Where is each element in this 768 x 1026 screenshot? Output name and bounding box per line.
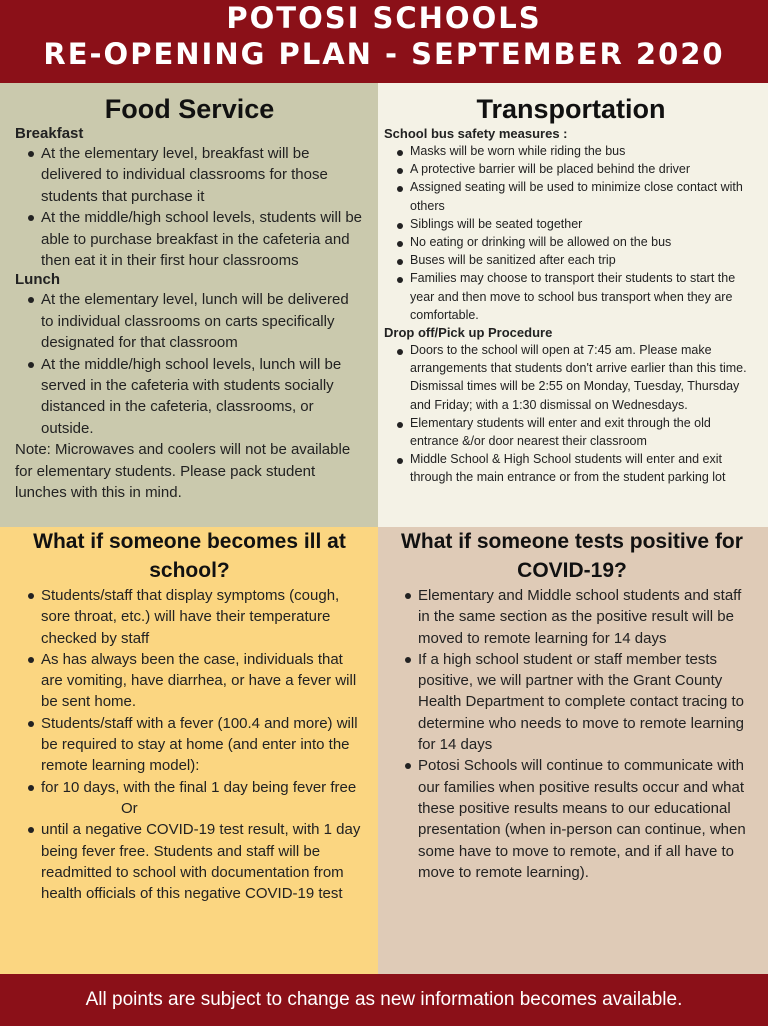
list-item: Elementary students will enter and exit through the old entrance &/or door nearest their classroom (384, 414, 758, 450)
list-item: Students/staff that display symptoms (cough, sore throat, etc.) will have their temperature checked by staff (15, 585, 364, 649)
bus-safety-heading: School bus safety measures : (384, 126, 568, 141)
list-item: At the middle/high school levels, students will be able to purchase breakfast in the cafeteria and then eat it in their first hour classrooms (15, 207, 364, 271)
list-item: At the elementary level, lunch will be delivered to individual classrooms on carts specifically designated for that classroom (15, 289, 364, 353)
ill-at-school-title: What if someone becomes ill at school? (33, 530, 346, 582)
lunch-list (15, 289, 364, 439)
tests-positive-section (378, 527, 768, 974)
positive-list (392, 585, 752, 883)
tests-positive-title: What if someone tests positive for COVID-19? (401, 530, 743, 582)
list-item: Siblings will be seated together (384, 215, 758, 233)
lunch-heading: Lunch (15, 271, 60, 289)
list-item: Students/staff with a fever (100.4 and more) will be required to stay at home (and enter into the remote learning model): (15, 713, 364, 777)
dropoff-list (384, 341, 758, 487)
list-item: If a high school student or staff member tests positive, we will partner with the Grant County Health Department to complete contact tracing to determine who needs to move to remote learning for 14 days (392, 649, 752, 755)
food-service-section (0, 83, 378, 527)
dropoff-heading: Drop off/Pick up Procedure (384, 325, 553, 341)
list-item (15, 777, 364, 820)
list-item: Masks will be worn while riding the bus (384, 142, 758, 160)
transportation-title: Transportation (476, 94, 666, 124)
or-text: Or (121, 799, 138, 817)
list-item: As has always been the case, individuals that are vomiting, have diarrhea, or have a fever will be sent home. (15, 649, 364, 713)
list-item: Families may choose to transport their students to start the year and then move to school bus transport when they are comfortable. (384, 269, 758, 324)
list-item: Elementary and Middle school students and staff in the same section as the positive result will be moved to remote learning for 14 days (392, 585, 752, 649)
fever-options-list (15, 777, 364, 905)
page-footer: All points are subject to change as new information becomes available. (0, 974, 768, 1024)
list-item: At the middle/high school levels, lunch will be served in the cafeteria with students socially distanced in the cafeteria, classrooms, or outside. (15, 354, 364, 440)
list-item: Assigned seating will be used to minimize close contact with others (384, 178, 758, 214)
list-item: Doors to the school will open at 7:45 am. Please make arrangements that students don't arrive earlier than this time. Dismissal times will be 2:55 on Monday, Tuesday, Thursday and Friday; with a 1:30 dismissal on Wednesdays. (384, 341, 758, 414)
bus-safety-list (384, 142, 758, 324)
food-service-title: Food Service (104, 94, 275, 124)
list-item: At the elementary level, breakfast will be delivered to individual classrooms for those students that purchase it (15, 143, 364, 207)
list-item: Buses will be sanitized after each trip (384, 251, 758, 269)
ill-at-school-section (0, 527, 378, 974)
transportation-section (378, 83, 768, 527)
header-title-line1: POTOSI SCHOOLS (226, 1, 542, 35)
page-header (0, 0, 768, 83)
list-item: Middle School & High School students will enter and exit through the main entrance or from the student parking lot (384, 450, 758, 486)
ill-list (15, 585, 364, 777)
list-item: No eating or drinking will be allowed on the bus (384, 233, 758, 251)
breakfast-list (15, 143, 364, 271)
list-item: A protective barrier will be placed behind the driver (384, 160, 758, 178)
breakfast-heading: Breakfast (15, 125, 84, 142)
list-item: until a negative COVID-19 test result, with 1 day being fever free. Students and staff will be readmitted to school with documentation from health officials of this negative COVID-19 test (15, 819, 364, 904)
list-item: Potosi Schools will continue to communicate with our families when positive results occur and what these positive results means to our educational presentation (when in-person can continue, when some have to move to remote, and if all have to move to remote learning). (392, 755, 752, 883)
fever-option-1: for 10 days, with the final 1 day being fever free (41, 778, 357, 796)
food-note: Note: Microwaves and coolers will not be available for elementary students. Please pack student lunches with this in mind. (15, 441, 351, 502)
header-title-line2: RE-OPENING PLAN - SEPTEMBER 2020 (43, 37, 725, 71)
